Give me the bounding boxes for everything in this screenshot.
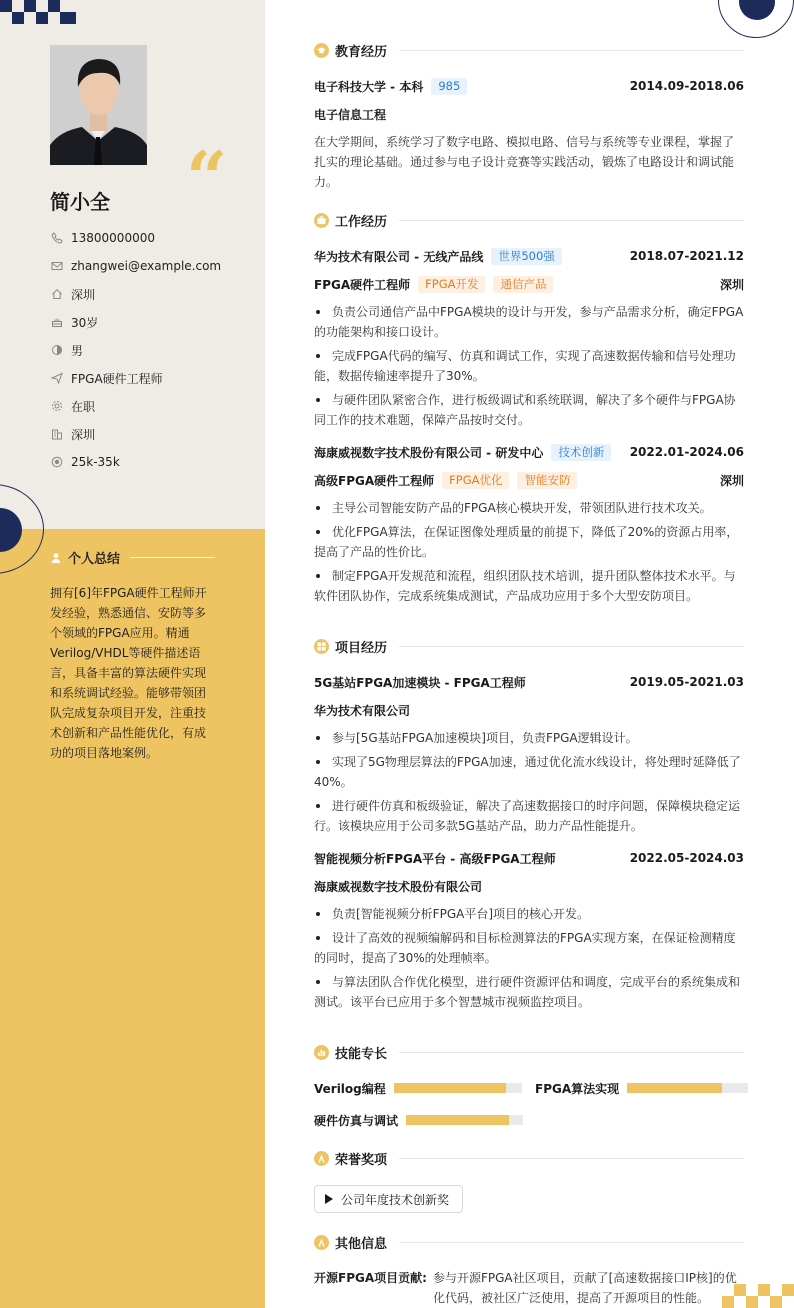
other-info-key: 开源FPGA项目贡献: xyxy=(314,1271,427,1285)
job-company: 华为技术有限公司 - 无线产品线 xyxy=(314,249,484,264)
education-divider xyxy=(399,50,744,51)
info-email xyxy=(50,252,221,280)
honors-section xyxy=(314,1148,744,1168)
project-period: 2022.05-2024.03 xyxy=(629,851,744,865)
skill-item xyxy=(314,1110,523,1130)
grid-icon xyxy=(314,639,329,654)
education-title: 教育经历 xyxy=(335,44,388,60)
skill-bar xyxy=(394,1083,522,1093)
education-section xyxy=(314,40,744,192)
play-triangle-icon xyxy=(325,1194,333,1204)
job-bullet: 优化FPGA算法，在保证图像处理质量的前提下，降低了20%的资源占用率，提高了产品的性价比。 xyxy=(314,522,744,562)
work-title: 工作经历 xyxy=(335,214,388,230)
info-salary xyxy=(50,448,221,476)
award-item[interactable] xyxy=(314,1185,463,1213)
job-bullet: 完成FPGA代码的编写、仿真和调试工作，实现了高速数据传输和信号处理功能，数据传输速率提升了30%。 xyxy=(314,346,744,386)
salary-icon xyxy=(50,456,63,469)
info-position xyxy=(50,364,221,392)
skill-item xyxy=(314,1078,522,1098)
job-role-row xyxy=(314,274,744,294)
projects-heading xyxy=(314,636,744,656)
status-icon xyxy=(50,400,63,413)
info-phone xyxy=(50,224,221,252)
honors-title: 荣誉奖项 xyxy=(335,1152,388,1168)
job-role: 高级FPGA硬件工程师 xyxy=(314,473,435,488)
job-skill-tag: FPGA开发 xyxy=(418,276,485,293)
skills-divider xyxy=(399,1052,744,1053)
job-company: 海康威视数字技术股份有限公司 - 研发中心 xyxy=(314,445,544,460)
email-value: zhangwei@example.com xyxy=(71,259,222,273)
job-city: 深圳 xyxy=(719,473,744,488)
skill-name: Verilog编程 xyxy=(314,1081,386,1096)
age-value: 30岁 xyxy=(71,315,99,330)
project-period: 2019.05-2021.03 xyxy=(629,675,744,689)
project-header-row xyxy=(314,848,744,868)
job-role-row xyxy=(314,470,744,490)
city-icon xyxy=(50,428,63,441)
info-a-icon xyxy=(314,1235,329,1250)
education-description: 在大学期间，系统学习了数字电路、模拟电路、信号与系统等专业课程，掌握了扎实的理论基础。通过参与电子设计竞赛等实践活动，锻炼了电路设计和调试能力。 xyxy=(314,135,735,189)
other-info-value: 参与开源FPGA社区项目，贡献了[高速数据接口IP核]的优化代码，被社区广泛使用，提高了开源项目的性能。 xyxy=(432,1271,737,1305)
education-heading xyxy=(314,40,744,60)
info-home xyxy=(50,280,221,308)
job-bullet: 制定FPGA开发规范和流程，组织团队技术培训，提升团队整体技术水平。与软件团队协作，完成系统集成测试，产品成功应用于多个大型安防项目。 xyxy=(314,566,744,606)
honors-heading xyxy=(314,1148,744,1168)
info-status xyxy=(50,392,221,420)
work-heading xyxy=(314,210,744,230)
job-item xyxy=(314,442,744,606)
city-value: 深圳 xyxy=(71,427,96,442)
job-header-row xyxy=(314,442,744,462)
skill-bar-fill xyxy=(394,1083,507,1093)
gender-value: 男 xyxy=(71,343,84,358)
age-icon xyxy=(50,316,63,329)
job-skill-tag: 通信产品 xyxy=(493,276,553,293)
project-company: 华为技术有限公司 xyxy=(314,703,411,718)
job-period: 2018.07-2021.12 xyxy=(629,249,744,263)
avatar xyxy=(50,45,147,165)
info-gender xyxy=(50,336,221,364)
status-value: 在职 xyxy=(71,399,96,414)
award-icon xyxy=(314,1151,329,1166)
school-tag: 985 xyxy=(431,78,467,95)
candidate-name: 简小全 xyxy=(50,190,110,214)
project-name: 5G基站FPGA加速模块 - FPGA工程师 xyxy=(314,675,526,690)
project-item xyxy=(314,848,744,1012)
major-name: 电子信息工程 xyxy=(314,107,387,122)
job-skill-tag: FPGA优化 xyxy=(442,472,509,489)
skills-heading xyxy=(314,1042,744,1062)
project-bullet: 实现了5G物理层算法的FPGA加速，通过优化流水线设计，将处理时延降低了40%。 xyxy=(314,752,744,792)
other-info-row xyxy=(314,1268,744,1308)
work-divider xyxy=(399,220,744,221)
award-label: 公司年度技术创新奖 xyxy=(341,1192,450,1207)
quote-mark: “ xyxy=(186,135,228,220)
project-item xyxy=(314,672,744,836)
project-company-row xyxy=(314,700,744,720)
job-bullet: 主导公司智能安防产品的FPGA核心模块开发，带领团队进行技术攻关。 xyxy=(314,498,744,518)
job-company-tag: 世界500强 xyxy=(491,248,561,265)
project-bullet: 参与[5G基站FPGA加速模块]项目，负责FPGA逻辑设计。 xyxy=(314,728,744,748)
projects-section xyxy=(314,636,744,1016)
major-row xyxy=(314,104,744,124)
sidebar xyxy=(0,0,265,1308)
job-period: 2022.01-2024.06 xyxy=(629,445,744,459)
other-heading xyxy=(314,1232,744,1252)
project-bullet: 进行硬件仿真和板级验证，解决了高速数据接口的时序问题，保障模块稳定运行。该模块应用于公司多款5G基站产品，助力产品性能提升。 xyxy=(314,796,744,836)
job-bullet: 负责公司通信产品中FPGA模块的设计与开发，参与产品需求分析，确定FPGA的功能架构和接口设计。 xyxy=(314,302,744,342)
project-bullets xyxy=(314,904,744,1012)
info-city xyxy=(50,420,221,448)
phone-icon xyxy=(50,232,63,245)
skill-item xyxy=(535,1078,748,1098)
other-divider xyxy=(399,1242,744,1243)
job-skill-tag: 智能安防 xyxy=(517,472,577,489)
job-bullets xyxy=(314,498,744,606)
project-bullet: 与算法团队合作优化模型，进行硬件资源评估和调度，完成平台的系统集成和测试。该平台已应用于多个智慧城市视频监控项目。 xyxy=(314,972,744,1012)
skill-name: FPGA算法实现 xyxy=(535,1081,620,1096)
skill-bar-fill xyxy=(627,1083,721,1093)
job-item xyxy=(314,246,744,430)
phone-value: 13800000000 xyxy=(71,231,155,245)
contact-info-list xyxy=(50,224,221,476)
project-company: 海康威视数字技术股份有限公司 xyxy=(314,879,483,894)
job-bullets xyxy=(314,302,744,430)
skill-name: 硬件仿真与调试 xyxy=(314,1113,399,1128)
project-header-row xyxy=(314,672,744,692)
mail-icon xyxy=(50,260,63,273)
job-city: 深圳 xyxy=(719,277,744,292)
position-value: FPGA硬件工程师 xyxy=(71,371,163,386)
checker-decoration xyxy=(0,0,76,24)
job-role: FPGA硬件工程师 xyxy=(314,277,411,292)
skill-bar xyxy=(627,1083,748,1093)
honors-divider xyxy=(399,1158,744,1159)
project-name: 智能视频分析FPGA平台 - 高级FPGA工程师 xyxy=(314,851,556,866)
projects-title: 项目经历 xyxy=(335,640,388,656)
project-bullet: 负责[智能视频分析FPGA平台]项目的核心开发。 xyxy=(314,904,744,924)
position-icon xyxy=(50,372,63,385)
project-company-row xyxy=(314,876,744,896)
school-name: 电子科技大学 - 本科 xyxy=(314,79,424,94)
skills-section xyxy=(314,1042,744,1062)
salary-value: 25k-35k xyxy=(71,455,120,469)
summary-divider xyxy=(130,557,215,558)
job-header-row xyxy=(314,246,744,266)
education-period: 2014.09-2018.06 xyxy=(629,79,744,93)
summary-text: 拥有[6]年FPGA硬件工程师开发经验，熟悉通信、安防等多个领域的FPGA应用。精通Verilog/VHDL等硬件描述语言，具备丰富的算法硬件实现和系统调试经验。能够带领团队完成复杂项目开发，注重技术创新和产品性能优化，有成功的项目落地案例。 xyxy=(50,586,207,760)
education-header-row xyxy=(314,76,744,96)
other-title: 其他信息 xyxy=(335,1236,388,1252)
gender-icon xyxy=(50,344,63,357)
graduation-cap-icon xyxy=(314,43,329,58)
skill-bar-fill xyxy=(406,1115,509,1125)
info-age xyxy=(50,308,221,336)
briefcase-icon xyxy=(314,213,329,228)
other-section xyxy=(314,1232,744,1252)
skill-bar xyxy=(406,1115,523,1125)
home-icon xyxy=(50,288,63,301)
project-bullets xyxy=(314,728,744,836)
summary-heading xyxy=(50,548,215,567)
job-company-tag: 技术创新 xyxy=(551,444,611,461)
person-icon xyxy=(50,552,62,564)
projects-divider xyxy=(399,646,744,647)
bar-chart-icon xyxy=(314,1045,329,1060)
job-bullet: 与硬件团队紧密合作，进行板级调试和系统联调，解决了多个硬件与FPGA协同工作的技术难题，保障产品按时交付。 xyxy=(314,390,744,430)
work-section xyxy=(314,210,744,610)
summary-title: 个人总结 xyxy=(68,552,121,567)
skills-title: 技能专长 xyxy=(335,1046,388,1062)
home-value: 深圳 xyxy=(71,287,96,302)
project-bullet: 设计了高效的视频编解码和目标检测算法的FPGA实现方案，在保证检测精度的同时，提高了30%的处理帧率。 xyxy=(314,928,744,968)
